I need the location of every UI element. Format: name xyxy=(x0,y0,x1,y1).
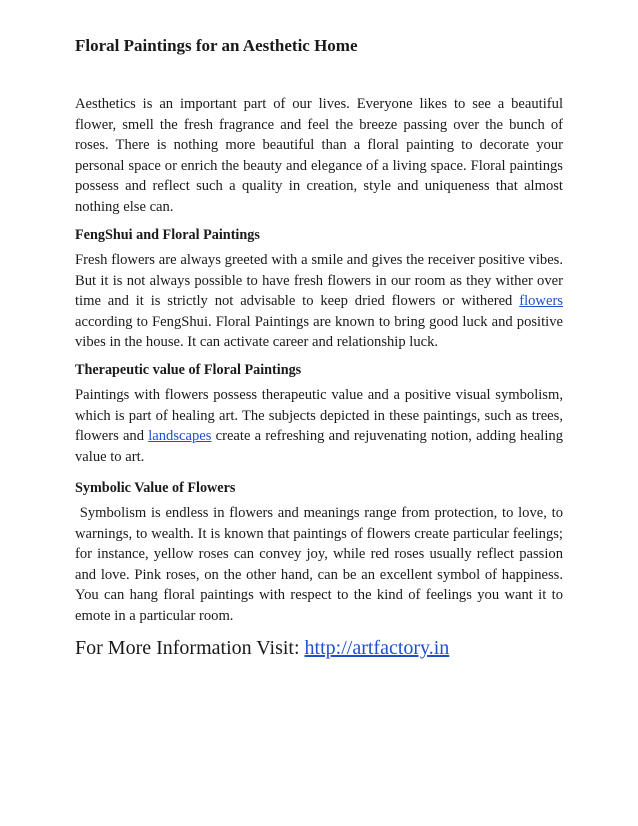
body-text: according to FengShui. Floral Paintings are known to bring good luck and positive vibes in the house. It can activate career and relationship luck. xyxy=(75,313,563,351)
footer-label: For More Information Visit: xyxy=(75,637,305,659)
intro-paragraph: Aesthetics is an important part of our lives. Everyone likes to see a beautiful flower, smell the fresh fragrance and feel the breeze passing over the bunch of roses. There is nothing more beautiful than a floral painting to decorate your personal space or enrich the beauty and elegance of a living space. Floral paintings possess and reflect such a quality in creation, style and uniqueness that almost nothing else can. xyxy=(75,96,563,215)
document-title: Floral Paintings for an Aesthetic Home xyxy=(75,36,358,55)
flowers-link[interactable]: flowers xyxy=(519,293,563,310)
section-body-therapeutic xyxy=(75,385,563,467)
section-heading-symbolic: Symbolic Value of Flowers xyxy=(75,480,236,496)
section-body-symbolic: Symbolism is endless in flowers and meanings range from protection, to love, to warnings, to wealth. It is known that paintings of flowers create particular feelings; for instance, yellow roses can convey joy, while red roses usually reflect passion and love. Pink roses, on the other hand, can be an excellent symbol of happiness. You can hang floral paintings with respect to the kind of feelings you want it to emote in a particular room. xyxy=(75,505,567,624)
body-text: Fresh flowers are always greeted with a smile and gives the receiver positive vibes. But it is not always possible to have fresh flowers in our room as they wither over time and it is strictly not advisable to keep dried flowers or withered xyxy=(75,252,563,310)
section-body-fengshui xyxy=(75,250,563,353)
body-text: Paintings with flowers possess therapeutic value and a positive visual symbolism, which is part of healing art. The subjects depicted in these paintings, such as trees, flowers and xyxy=(75,387,563,445)
website-link[interactable]: http://artfactory.in xyxy=(304,637,450,659)
landscapes-link[interactable]: landscapes xyxy=(148,428,212,445)
section-heading-fengshui: FengShui and Floral Paintings xyxy=(75,227,260,243)
body-text: create a refreshing and rejuvenating notion, adding healing value to art. xyxy=(75,428,564,465)
footer-info xyxy=(75,636,563,660)
section-heading-therapeutic: Therapeutic value of Floral Paintings xyxy=(75,362,302,378)
